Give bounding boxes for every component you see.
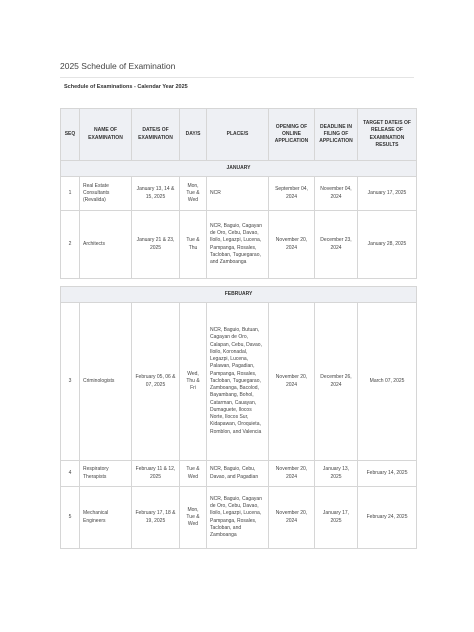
title-divider	[60, 77, 414, 78]
row-days: Mon, Tue & Wed	[180, 177, 207, 211]
row-opening: November 20, 2024	[269, 303, 315, 461]
table-row	[61, 211, 417, 279]
table-row	[61, 487, 417, 549]
row-places: NCR	[207, 177, 269, 211]
row-places: NCR, Baguio, Cagayan de Oro, Cebu, Davao, Iloilo, Legazpi, Lucena, Pampanga, Rosales, Tacloban, and Zamboanga	[207, 487, 269, 549]
row-dates: January 13, 14 & 15, 2025	[132, 177, 180, 211]
row-dates: January 21 & 23, 2025	[132, 211, 180, 279]
header-deadline: DEADLINE IN FILING OF APPLICATION	[315, 109, 358, 161]
row-deadline: November 04, 2024	[315, 177, 358, 211]
table-row	[61, 461, 417, 487]
header-release: TARGET DATE/S OF RELEASE OF EXAMINATION RESULTS	[358, 109, 417, 161]
row-places: NCR, Baguio, Butuan, Cagayan de Oro, Calapan, Cebu, Davao, Iloilo, Koronadal, Legazpi, Lucena, Palawan, Pagadian, Pampanga, Rosales, Tacloban, Tuguegarao, Zamboanga, Bacolod, Bayambang, Bohol, Catarman, Cauayan, Dumaguete, Ilocos Norte, Ilocos Sur, Kidapawan, Oroquieta, Romblon, and Valencia	[207, 303, 269, 461]
row-days: Tue & Wed	[180, 461, 207, 487]
month-label: JANUARY	[61, 161, 417, 177]
row-opening: November 20, 2024	[269, 487, 315, 549]
row-deadline: January 13, 2025	[315, 461, 358, 487]
table-row	[61, 303, 417, 461]
header-dates: DATE/S OF EXAMINATION	[132, 109, 180, 161]
month-row-february	[61, 287, 417, 303]
row-name: Real Estate Consultants (Revalida)	[80, 177, 132, 211]
row-name: Criminologists	[80, 303, 132, 461]
header-name: NAME OF EXAMINATION	[80, 109, 132, 161]
row-seq: 3	[61, 303, 80, 461]
row-places: NCR, Baguio, Cagayan de Oro, Cebu, Davao, Iloilo, Legazpi, Lucena, Pampanga, Rosales, Tacloban, Tuguegarao, and Zamboanga	[207, 211, 269, 279]
row-deadline: January 17, 2025	[315, 487, 358, 549]
row-deadline: December 26, 2024	[315, 303, 358, 461]
row-dates: February 11 & 12, 2025	[132, 461, 180, 487]
row-opening: November 20, 2024	[269, 461, 315, 487]
row-dates: February 17, 18 & 19, 2025	[132, 487, 180, 549]
row-seq: 1	[61, 177, 80, 211]
row-name: Mechanical Engineers	[80, 487, 132, 549]
row-deadline: December 23, 2024	[315, 211, 358, 279]
header-days: DAY/S	[180, 109, 207, 161]
schedule-table-february	[60, 286, 417, 549]
row-opening: September 04, 2024	[269, 177, 315, 211]
row-release: January 17, 2025	[358, 177, 417, 211]
row-seq: 4	[61, 461, 80, 487]
row-opening: November 20, 2024	[269, 211, 315, 279]
row-release: February 14, 2025	[358, 461, 417, 487]
row-places: NCR, Baguio, Cebu, Davao, and Pagadian	[207, 461, 269, 487]
table-row	[61, 177, 417, 211]
row-seq: 2	[61, 211, 80, 279]
schedule-table-january	[60, 108, 417, 279]
row-seq: 5	[61, 487, 80, 549]
row-name: Respiratory Therapists	[80, 461, 132, 487]
row-dates: February 05, 06 & 07, 2025	[132, 303, 180, 461]
header-opening: OPENING OF ONLINE APPLICATION	[269, 109, 315, 161]
header-seq: SEQ	[61, 109, 80, 161]
table-caption: Schedule of Examinations - Calendar Year 2025	[64, 84, 188, 90]
row-release: March 07, 2025	[358, 303, 417, 461]
month-row-january	[61, 161, 417, 177]
row-days: Mon, Tue & Wed	[180, 487, 207, 549]
row-release: February 24, 2025	[358, 487, 417, 549]
row-name: Architects	[80, 211, 132, 279]
row-release: January 28, 2025	[358, 211, 417, 279]
row-days: Wed, Thu & Fri	[180, 303, 207, 461]
header-places: PLACE/S	[207, 109, 269, 161]
month-label: FEBRUARY	[61, 287, 417, 303]
header-row	[61, 109, 417, 161]
row-days: Tue & Thu	[180, 211, 207, 279]
page-title: 2025 Schedule of Examination	[60, 61, 176, 71]
